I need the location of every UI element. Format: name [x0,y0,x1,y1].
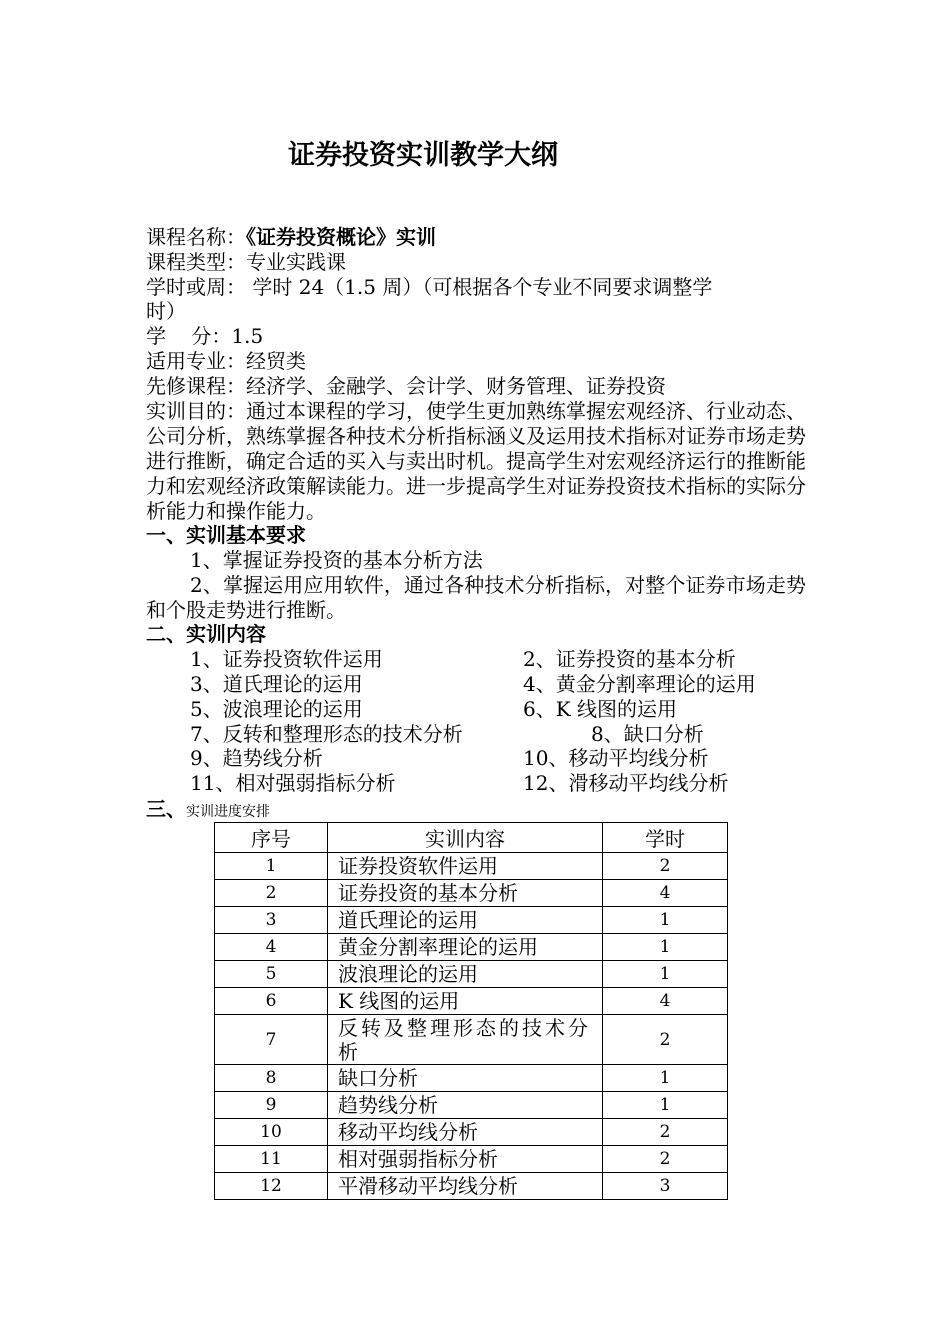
course-name-label: 课程名称： [146,225,246,249]
row-number: 2 [215,880,328,907]
content-item-6: 6、K 线图的运用 [523,697,678,721]
hours-line: 学时或周： 学时 24（1.5 周）（可根据各个专业不同要求调整学 [146,275,713,299]
course-name-line [146,225,436,250]
row-content: 黄金分割率理论的运用 [328,934,603,961]
schedule-table [214,822,728,1200]
table-row [215,1015,728,1065]
row-content: 波浪理论的运用 [328,961,603,988]
row-number: 9 [215,1092,328,1119]
content-item-7: 7、反转和整理形态的技术分析 [190,722,463,746]
table-row [215,1065,728,1092]
row-number: 7 [215,1015,328,1065]
table-row [215,961,728,988]
row-hours: 2 [603,853,728,880]
content-item-5: 5、波浪理论的运用 [190,697,363,721]
row-content: 道氏理论的运用 [328,907,603,934]
row-hours: 1 [603,907,728,934]
col-header-hours: 学时 [603,823,728,853]
row-hours: 3 [603,1173,728,1200]
row-number: 1 [215,853,328,880]
section1-item-1: 1、掌握证券投资的基本分析方法 [190,548,483,572]
section1-heading: 一、实训基本要求 [146,523,306,547]
row-number: 8 [215,1065,328,1092]
row-number: 5 [215,961,328,988]
table-row [215,1092,728,1119]
row-hours: 4 [603,880,728,907]
table-row [215,988,728,1015]
table-row [215,1119,728,1146]
row-content: 缺口分析 [328,1065,603,1092]
content-item-4: 4、黄金分割率理论的运用 [523,672,756,696]
content-item-9: 9、趋势线分析 [190,746,323,770]
row-hours: 4 [603,988,728,1015]
row-hours: 1 [603,1065,728,1092]
row-content: 证券投资的基本分析 [328,880,603,907]
row-hours: 2 [603,1015,728,1065]
content-item-3: 3、道氏理论的运用 [190,672,363,696]
hours-line-cont: 时） [146,299,186,323]
row-number: 6 [215,988,328,1015]
row-hours: 2 [603,1119,728,1146]
section2-heading: 二、实训内容 [146,622,266,646]
row-hours: 1 [603,934,728,961]
row-number: 3 [215,907,328,934]
schedule-body [215,853,728,1200]
row-number: 10 [215,1119,328,1146]
section1-item-2: 2、掌握运用应用软件，通过各种技术分析指标，对整个证券市场走势和个股走势进行推断。 [146,573,806,622]
row-hours: 2 [603,1146,728,1173]
major-line: 适用专业：经贸类 [146,349,306,373]
row-content: 证券投资软件运用 [328,853,603,880]
row-number: 12 [215,1173,328,1200]
purpose-paragraph: 实训目的：通过本课程的学习，使学生更加熟练掌握宏观经济、行业动态、公司分析，熟练掌握各种技术分析指标涵义及运用技术指标对证券市场走势进行推断，确定合适的买入与卖出时机。提高学生对宏观经济运行的推断能力和宏观经济政策解读能力。进一步提高学生对证券投资技术指标的实际分析能力和操作能力。 [146,399,806,523]
section3-heading [146,797,270,825]
table-row [215,1146,728,1173]
col-header-number: 序号 [215,823,328,853]
row-content: 趋势线分析 [328,1092,603,1119]
section3-heading-text: 实训进度安排 [186,804,270,820]
schedule-header-row [215,823,728,853]
content-item-1: 1、证券投资软件运用 [190,647,383,671]
course-type-line: 课程类型：专业实践课 [146,250,346,274]
content-item-12: 12、滑移动平均线分析 [523,771,729,795]
content-item-8: 8、缺口分析 [591,722,704,746]
row-content: 反转及整理形态的技术分析 [328,1015,603,1065]
table-row [215,880,728,907]
row-hours: 1 [603,1092,728,1119]
col-header-content: 实训内容 [328,823,603,853]
content-item-10: 10、移动平均线分析 [523,746,709,770]
table-row [215,1173,728,1200]
row-number: 11 [215,1146,328,1173]
row-number: 4 [215,934,328,961]
content-item-2: 2、证券投资的基本分析 [523,647,736,671]
row-content: 平滑移动平均线分析 [328,1173,603,1200]
content-item-11: 11、相对强弱指标分析 [190,771,396,795]
row-content: 相对强弱指标分析 [328,1146,603,1173]
row-content: 移动平均线分析 [328,1119,603,1146]
document-title: 证券投资实训教学大纲 [288,140,558,171]
prereq-line: 先修课程：经济学、金融学、会计学、财务管理、证券投资 [146,374,666,398]
row-content: K 线图的运用 [328,988,603,1015]
section3-heading-prefix: 三、 [146,797,186,821]
credits-line: 学 分：1.5 [146,324,264,348]
table-row [215,907,728,934]
course-name-value: 《证券投资概论》实训 [246,225,436,249]
row-hours: 1 [603,961,728,988]
table-row [215,934,728,961]
table-row [215,853,728,880]
